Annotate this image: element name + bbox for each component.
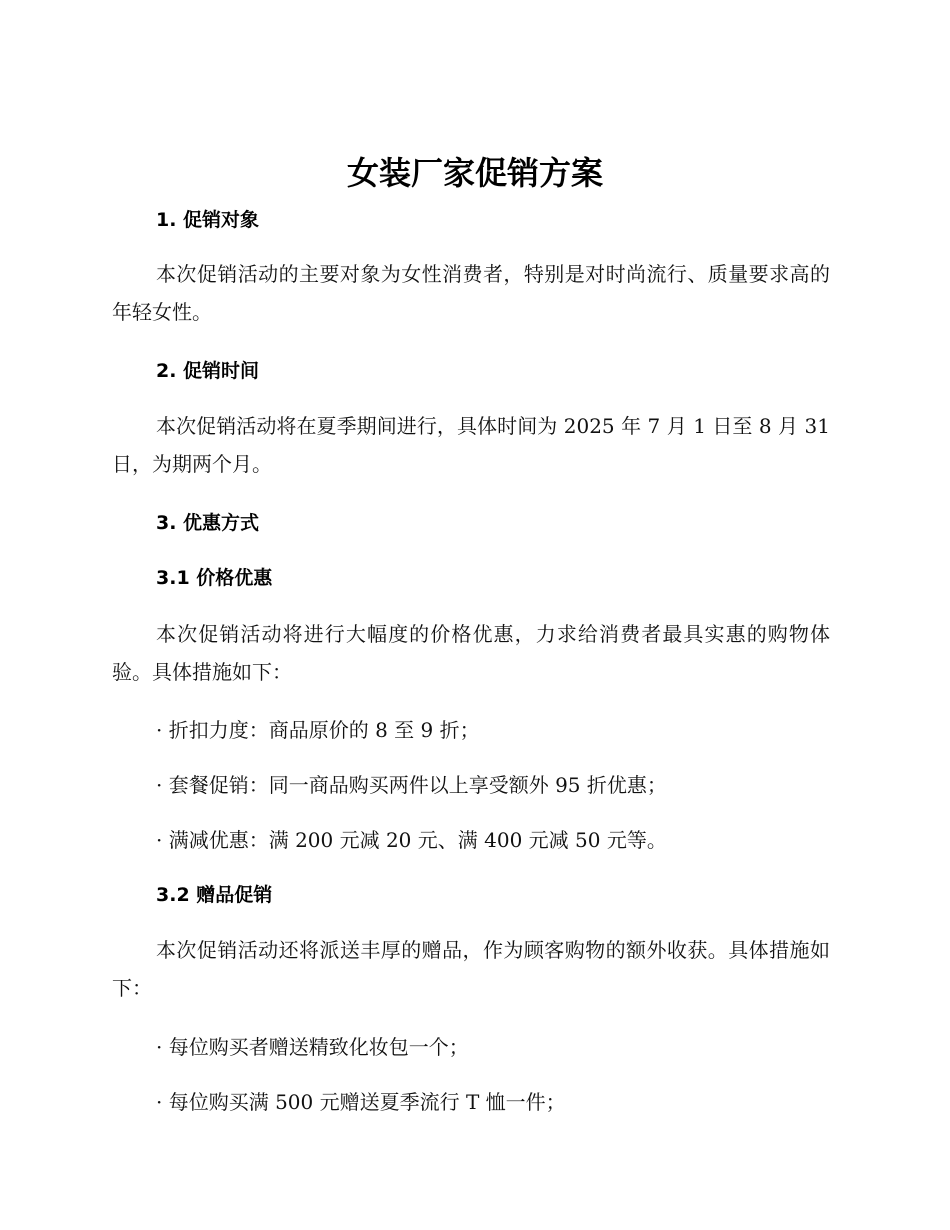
paragraph-price-discount: 本次促销活动将进行大幅度的价格优惠，力求给消费者最具实惠的购物体验。具体措施如下： xyxy=(112,622,830,684)
list-item-cosmetic-bag-gift: · 每位购买者赠送精致化妆包一个； xyxy=(156,1035,469,1059)
subsection-heading-gift-promotion: 3.2 赠品促销 xyxy=(156,884,273,906)
paragraph-gift-promotion: 本次促销活动还将派送丰厚的赠品，作为顾客购物的额外收获。具体措施如下： xyxy=(112,938,830,1000)
paragraph-promotion-time: 本次促销活动将在夏季期间进行，具体时间为 2025 年 7 月 1 日至 8 月 31 日，为期两个月。 xyxy=(112,414,830,476)
list-item-tshirt-gift: · 每位购买满 500 元赠送夏季流行 T 恤一件； xyxy=(156,1090,566,1114)
section-heading-discount-methods: 3. 优惠方式 xyxy=(156,512,260,534)
subsection-heading-price-discount: 3.1 价格优惠 xyxy=(156,567,273,589)
paragraph-promotion-target: 本次促销活动的主要对象为女性消费者，特别是对时尚流行、质量要求高的年轻女性。 xyxy=(112,262,830,324)
document-title: 女装厂家促销方案 xyxy=(346,154,603,192)
list-item-spend-reduction: · 满减优惠：满 200 元减 20 元、满 400 元减 50 元等。 xyxy=(156,828,667,852)
section-heading-promotion-target: 1. 促销对象 xyxy=(156,209,260,231)
list-item-discount-rate: · 折扣力度：商品原价的 8 至 9 折； xyxy=(156,718,480,742)
section-heading-promotion-time: 2. 促销时间 xyxy=(156,360,260,382)
list-item-bundle-promotion: · 套餐促销：同一商品购买两件以上享受额外 95 折优惠； xyxy=(156,773,667,797)
